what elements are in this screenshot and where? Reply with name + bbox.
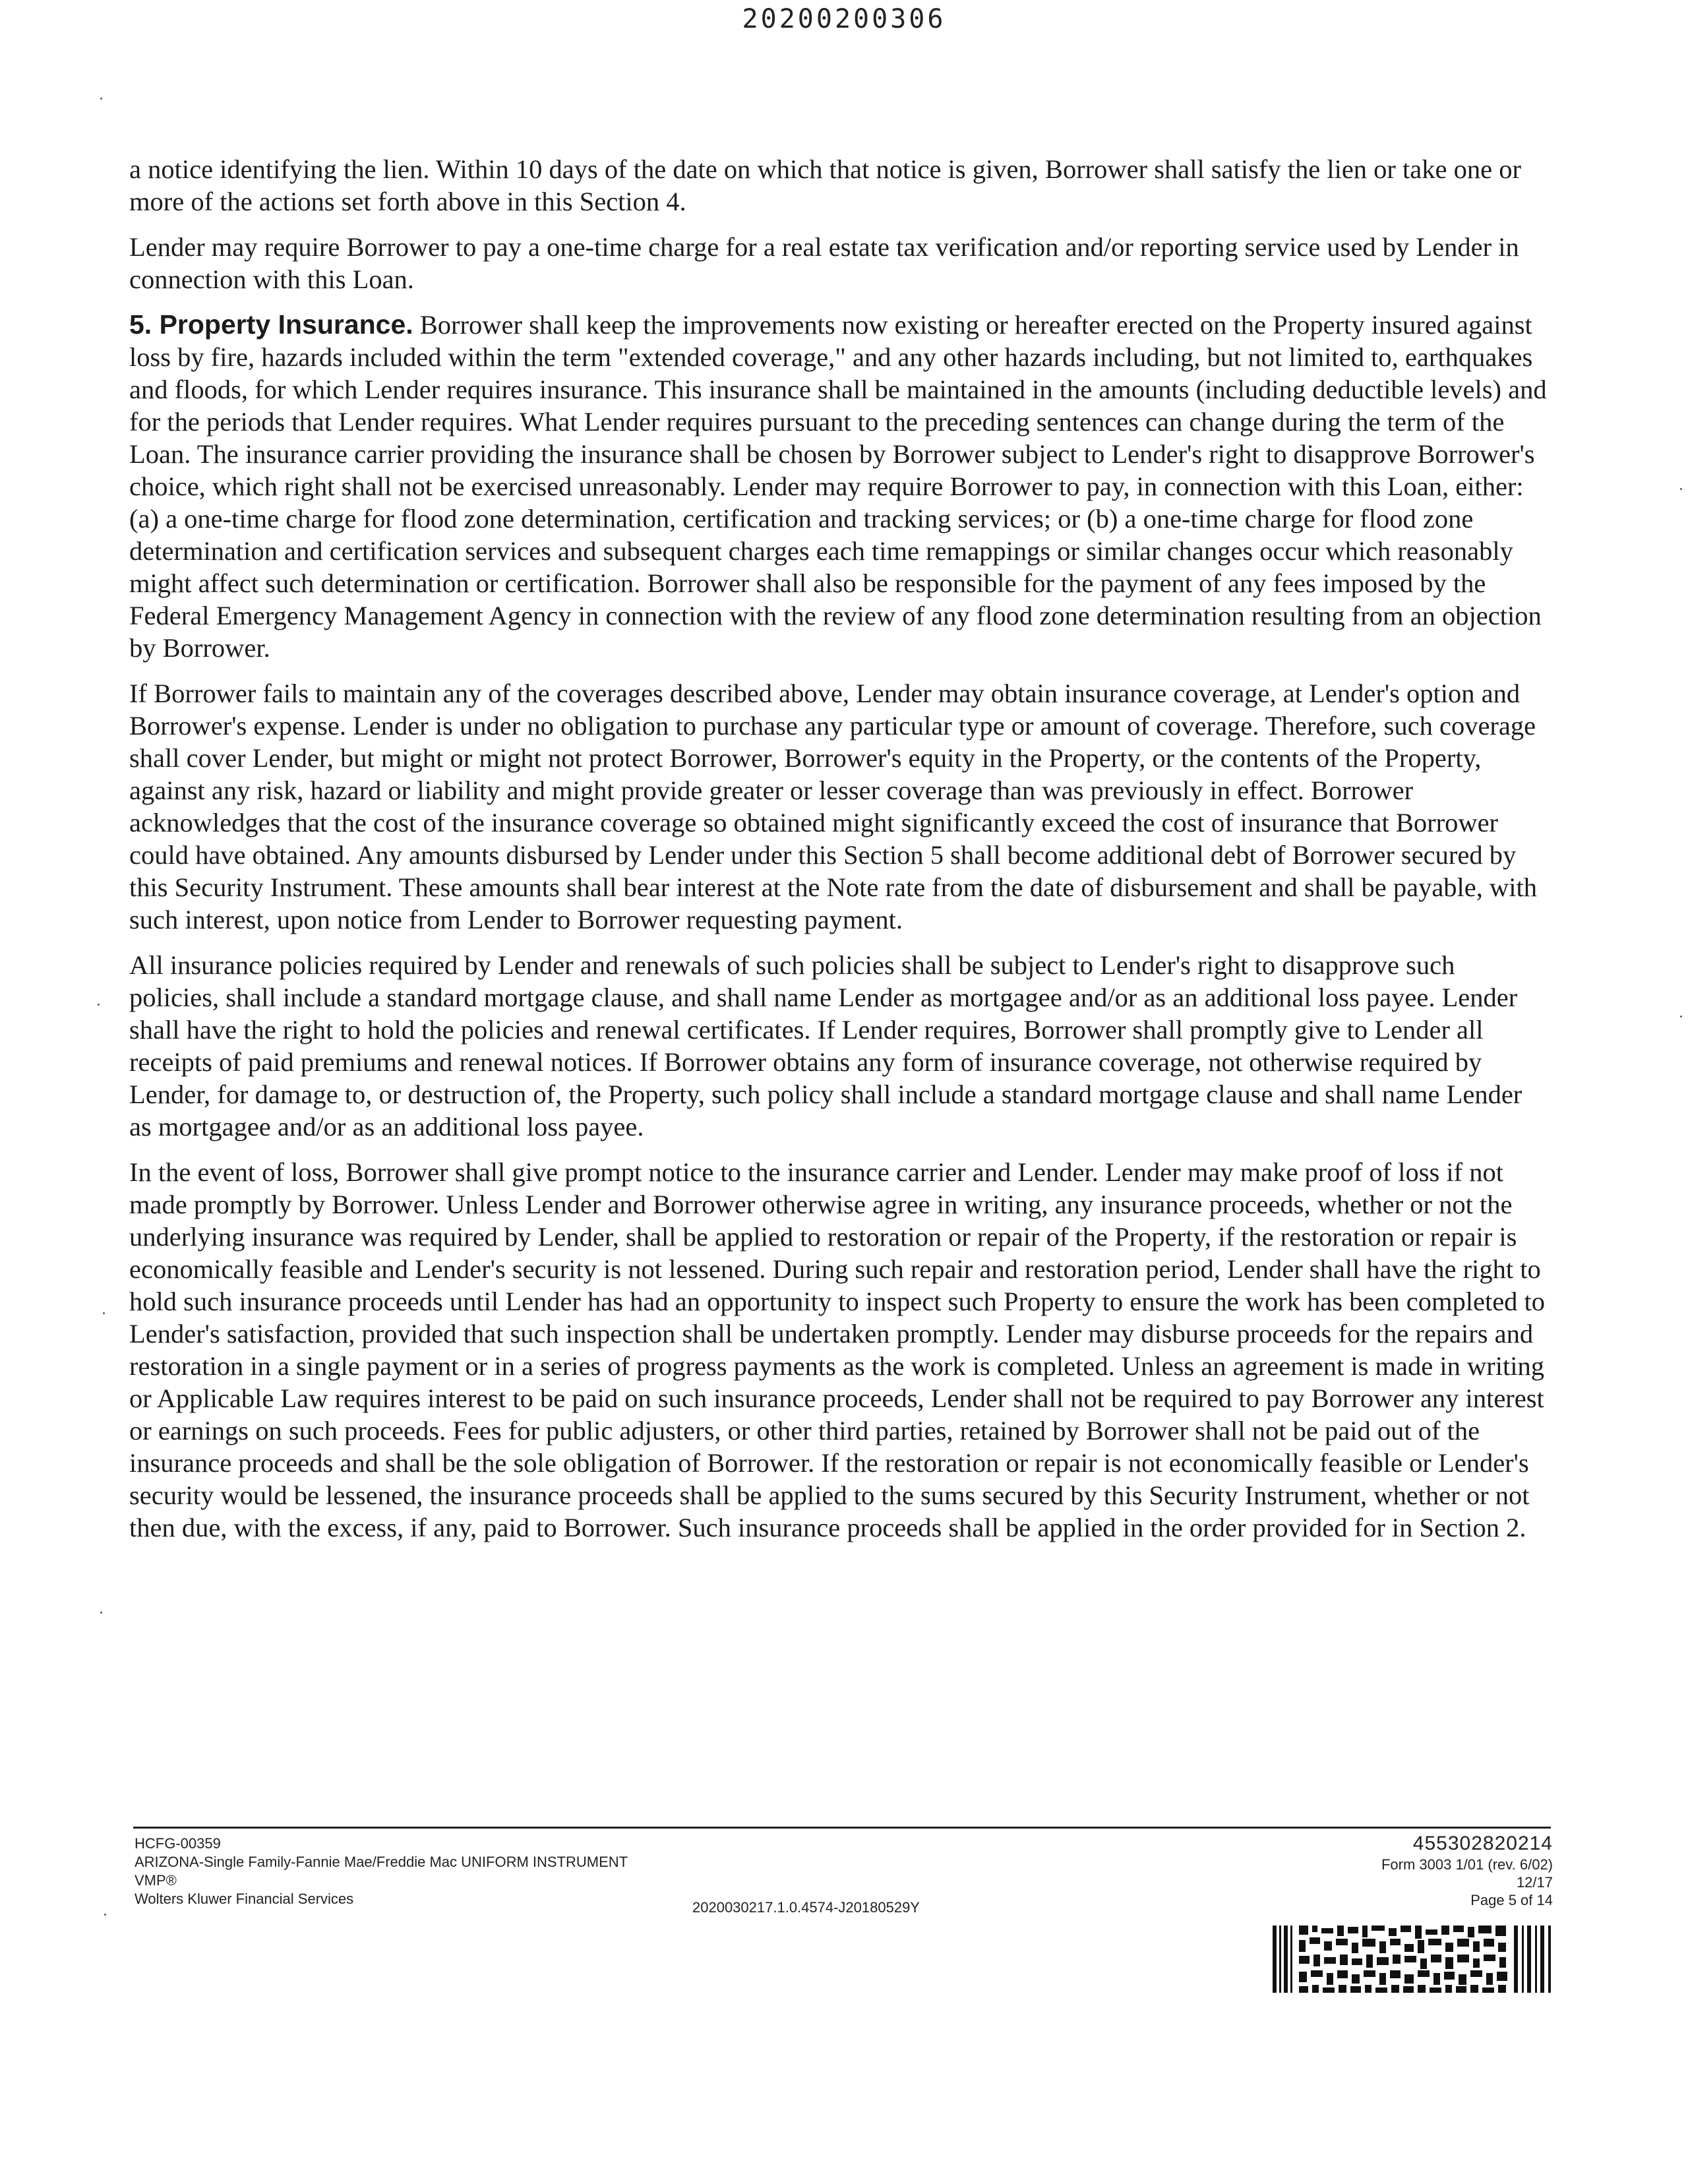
page-number: Page 5 of 14 <box>1470 1892 1553 1908</box>
scan-speck <box>1680 1016 1682 1017</box>
recording-number: 20200200306 <box>742 4 946 34</box>
instrument-title: ARIZONA-Single Family-Fannie Mae/Freddie Mac UNIFORM INSTRUMENT <box>135 1854 628 1870</box>
publisher-name: Wolters Kluwer Financial Services <box>135 1891 354 1907</box>
form-code: HCFG-00359 <box>135 1835 221 1852</box>
footer-right-block <box>1381 1832 1553 1909</box>
paragraph-tax-verification: Lender may require Borrower to pay a one-time charge for a real estate tax verification and/or reporting service used by Lender in connection with this Loan. <box>129 232 1519 294</box>
scan-speck <box>100 1612 102 1614</box>
document-code: 2020030217.1.0.4574-J20180529Y <box>692 1899 920 1916</box>
scan-speck <box>103 1312 105 1314</box>
paragraph-insurance-policies: All insurance policies required by Lender and renewals of such policies shall be subject to Lender's right to disapprove such policies, shall include a standard mortgage clause, and shall name Lender as mortgagee and/or as an additional loss payee. Lender shall have the right to hold the policies and renewal certificates. If Lender requires, Borrower shall promptly give to Lender all receipts of paid premiums and renewal notices. If Borrower obtains any form of insurance coverage, not otherwise required by Lender, for damage to, or destruction of, the Property, such policy shall include a standard mortgage clause and shall name Lender as mortgagee and/or as an additional loss payee. <box>129 950 1522 1141</box>
paragraph-lien-notice: a notice identifying the lien. Within 10 days of the date on which that notice is given, Borrower shall satisfy the lien or take one or more of the actions set forth above in this Section 4. <box>129 154 1521 216</box>
barcode <box>1273 1926 1555 1993</box>
document-body <box>129 153 1547 1557</box>
vmp-mark: VMP® <box>135 1872 177 1889</box>
paragraph-event-of-loss: In the event of loss, Borrower shall give prompt notice to the insurance carrier and Lender. Lender may make proof of loss if not made promptly by Borrower. Unless Lender and Borrower otherwise agree in writing, any insurance proceeds, whether or not the underlying insurance was required by Lender, shall be applied to restoration or repair of the Property, if the restoration or repair is economically feasible and Lender's security is not lessened. During such repair and restoration period, Lender shall have the right to hold such insurance proceeds until Lender has had an opportunity to inspect such Property to ensure the work has been completed to Lender's satisfaction, provided that such inspection shall be undertaken promptly. Lender may disburse proceeds for the repairs and restoration in a single payment or in a series of progress payments as the work is completed. Unless an agreement is made in writing or Applicable Law requires interest to be paid on such insurance proceeds, Lender shall not be required to pay Borrower any interest or earnings on such proceeds. Fees for public adjusters, or other third parties, retained by Borrower shall not be paid out of the insurance proceeds and shall be the sole obligation of Borrower. If the restoration or repair is not economically feasible or Lender's security would be lessened, the insurance proceeds shall be applied to the sums secured by this Security Instrument, whether or not then due, with the excess, if any, paid to Borrower. Such insurance proceeds shall be applied in the order provided for in Section 2. <box>129 1157 1546 1542</box>
section-heading: 5. Property Insurance. <box>129 309 413 340</box>
paragraph-lender-coverage: If Borrower fails to maintain any of the coverages described above, Lender may obtain insurance coverage, at Lender's option and Borrower's expense. Lender is under no obligation to purchase any particular type or amount of coverage. Therefore, such coverage shall cover Lender, but might or might not protect Borrower, Borrower's equity in the Property, or the contents of the Property, against any risk, hazard or liability and might provide greater or lesser coverage than was previously in effect. Borrower acknowledges that the cost of the insurance coverage so obtained might significantly exceed the cost of insurance that Borrower could have obtained. Any amounts disbursed by Lender under this Section 5 shall become additional debt of Borrower secured by this Security Instrument. These amounts shall bear interest at the Note rate from the date of disbursement and shall be payable, with such interest, upon notice from Lender to Borrower requesting payment. <box>129 679 1538 934</box>
footer-divider <box>133 1827 1551 1829</box>
loan-number: 455302820214 <box>1412 1833 1553 1854</box>
scan-speck <box>104 1914 106 1916</box>
scan-speck <box>1680 488 1682 490</box>
paragraph-property-insurance <box>129 309 1547 664</box>
revision-date: 12/17 <box>1516 1874 1553 1891</box>
scan-speck <box>98 1004 100 1006</box>
footer-left-block <box>135 1835 628 1908</box>
section-text: Borrower shall keep the improvements now existing or hereafter erected on the Property insured against loss by fire, hazards included within the term "extended coverage," and any other hazards including, but not limited to, earthquakes and floods, for which Lender requires insurance. This insurance shall be maintained in the amounts (including deductible levels) and for the periods that Lender requires. What Lender requires pursuant to the preceding sentences can change during the term of the Loan. The insurance carrier providing the insurance shall be chosen by Borrower subject to Lender's right to disapprove Borrower's choice, which right shall not be exercised unreasonably. Lender may require Borrower to pay, in connection with this Loan, either: (a) a one-time charge for flood zone determination, certification and tracking services; or (b) a one-time charge for flood zone determination and certification services and subsequent charges each time remappings or similar changes occur which reasonably might affect such determination or certification. Borrower shall also be responsible for the payment of any fees imposed by the Federal Emergency Management Agency in connection with the review of any flood zone determination resulting from an objection by Borrower. <box>129 310 1547 663</box>
form-number: Form 3003 1/01 (rev. 6/02) <box>1381 1856 1553 1873</box>
scan-speck <box>100 98 102 100</box>
